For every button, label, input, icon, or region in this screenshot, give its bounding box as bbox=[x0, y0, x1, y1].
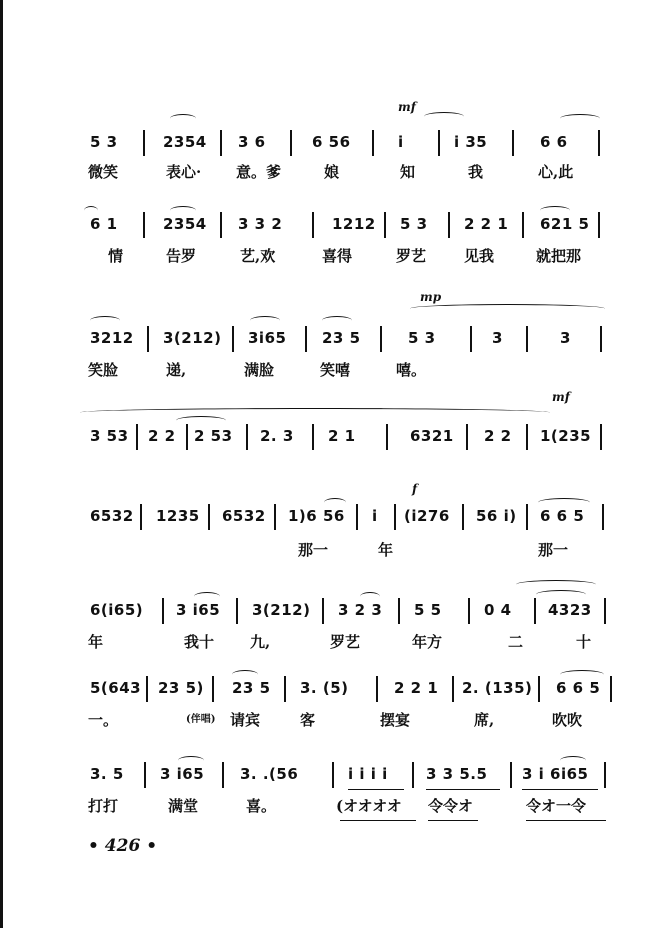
note-group: 1)6 56 bbox=[288, 507, 345, 525]
dynamic-marking: mp bbox=[420, 290, 442, 304]
underline bbox=[428, 820, 478, 821]
lyric: 那一 bbox=[298, 541, 329, 559]
note-group: 1235 bbox=[156, 507, 200, 525]
barline bbox=[452, 676, 454, 702]
barline bbox=[598, 212, 600, 238]
barline bbox=[305, 326, 307, 352]
note-group: 3 53 bbox=[90, 427, 129, 445]
lyric: 笑脸 bbox=[88, 361, 119, 379]
barline bbox=[534, 598, 536, 624]
note-group: 3. (5) bbox=[300, 679, 349, 697]
note-group: 3 bbox=[492, 329, 503, 347]
note-group: 5 3 bbox=[90, 133, 118, 151]
lyric: 客 bbox=[300, 711, 316, 729]
lyric: 嘻。 bbox=[396, 361, 427, 379]
lyric: 心,此 bbox=[538, 163, 574, 181]
barline bbox=[332, 762, 334, 788]
note-group: 3 i65 bbox=[160, 765, 205, 783]
barline bbox=[312, 212, 314, 238]
lyric: 微笑 bbox=[88, 163, 119, 181]
lyric: 打打 bbox=[88, 797, 119, 815]
note-group: i bbox=[372, 507, 378, 525]
lyric: 罗艺 bbox=[396, 247, 427, 265]
note-group: 2 2 1 bbox=[394, 679, 439, 697]
barline bbox=[598, 130, 600, 156]
note-group: 6321 bbox=[410, 427, 454, 445]
barline bbox=[604, 762, 606, 788]
barline bbox=[246, 424, 248, 450]
barline bbox=[322, 598, 324, 624]
barline bbox=[600, 326, 602, 352]
note-group: 6 1 bbox=[90, 215, 118, 233]
note-group: 621 5 bbox=[540, 215, 590, 233]
barline bbox=[466, 424, 468, 450]
barline bbox=[600, 424, 602, 450]
barline bbox=[510, 762, 512, 788]
dynamic-marking: mf bbox=[552, 390, 570, 404]
barline bbox=[232, 326, 234, 352]
note-group: 2 2 bbox=[484, 427, 512, 445]
slur bbox=[516, 580, 596, 589]
barline bbox=[538, 676, 540, 702]
note-group: 3 6 bbox=[238, 133, 266, 151]
note-group: 3 3 2 bbox=[238, 215, 283, 233]
lyric: (オオオオ bbox=[336, 797, 402, 815]
lyric: 二 bbox=[508, 633, 524, 651]
note-group: 3i65 bbox=[248, 329, 287, 347]
barline bbox=[610, 676, 612, 702]
lyric: 递, bbox=[166, 361, 187, 379]
barline bbox=[147, 326, 149, 352]
underline bbox=[426, 789, 500, 790]
underline bbox=[340, 820, 416, 821]
barline bbox=[220, 130, 222, 156]
note-group: i bbox=[398, 133, 404, 151]
note-group: 3212 bbox=[90, 329, 134, 347]
barline bbox=[522, 212, 524, 238]
note-group: 2 1 bbox=[328, 427, 356, 445]
lyric: 我 bbox=[468, 163, 484, 181]
lyric: 满脸 bbox=[244, 361, 275, 379]
note-group: 23 5 bbox=[232, 679, 271, 697]
barline bbox=[380, 326, 382, 352]
note-group: 2. 3 bbox=[260, 427, 294, 445]
lyric: 吹吹 bbox=[552, 711, 583, 729]
note-group: 0 4 bbox=[484, 601, 512, 619]
barline bbox=[143, 130, 145, 156]
note-group: 5 3 bbox=[400, 215, 428, 233]
barline bbox=[398, 598, 400, 624]
barline bbox=[604, 598, 606, 624]
lyric: 喜得 bbox=[322, 247, 353, 265]
note-group: 6 56 bbox=[312, 133, 351, 151]
barline bbox=[140, 504, 142, 530]
barline bbox=[448, 212, 450, 238]
lyric: 令令オ bbox=[428, 797, 474, 815]
note-group: 6532 bbox=[222, 507, 266, 525]
note-group: 3 i65 bbox=[176, 601, 221, 619]
barline bbox=[512, 130, 514, 156]
barline bbox=[386, 424, 388, 450]
lyric: 一。 bbox=[88, 711, 119, 729]
note-group: 2354 bbox=[163, 215, 207, 233]
barline bbox=[526, 424, 528, 450]
note-group: i i i i bbox=[348, 765, 388, 783]
barline bbox=[143, 212, 145, 238]
barline bbox=[284, 676, 286, 702]
lyric: 见我 bbox=[464, 247, 495, 265]
note-group: 3 i 6i65 bbox=[522, 765, 589, 783]
note-group: 3. 5 bbox=[90, 765, 124, 783]
slur bbox=[90, 316, 120, 325]
slur bbox=[424, 112, 464, 121]
lyric: 喜。 bbox=[246, 797, 277, 815]
dynamic-marking: mf bbox=[398, 100, 416, 114]
lyric: 年方 bbox=[412, 633, 443, 651]
barline bbox=[290, 130, 292, 156]
underline bbox=[526, 820, 606, 821]
barline bbox=[394, 504, 396, 530]
lyric: 情 bbox=[108, 247, 124, 265]
barline bbox=[236, 598, 238, 624]
note-group: 6 6 5 bbox=[556, 679, 601, 697]
barline bbox=[602, 504, 604, 530]
lyric: 十 bbox=[576, 633, 592, 651]
barline bbox=[372, 130, 374, 156]
note-group: 2 53 bbox=[194, 427, 233, 445]
barline bbox=[356, 504, 358, 530]
note-group: 3 bbox=[560, 329, 571, 347]
note-group: 6 6 5 bbox=[540, 507, 585, 525]
note-group: 3(212) bbox=[252, 601, 311, 619]
barline bbox=[376, 676, 378, 702]
lyric: 年 bbox=[378, 541, 394, 559]
barline bbox=[208, 504, 210, 530]
note-group: 5(643 bbox=[90, 679, 142, 697]
lyric: 意。爹 bbox=[236, 163, 282, 181]
slur bbox=[560, 114, 600, 123]
slur bbox=[170, 114, 196, 123]
lyric: 摆宴 bbox=[380, 711, 411, 729]
lyric: 令オ一令 bbox=[526, 797, 587, 815]
lyric: 娘 bbox=[324, 163, 340, 181]
lyric: 我十 bbox=[184, 633, 215, 651]
note-group: 2. (135) bbox=[462, 679, 533, 697]
note-group: 3 3 5.5 bbox=[426, 765, 488, 783]
lyric: 告罗 bbox=[166, 247, 197, 265]
note-group: 3 2 3 bbox=[338, 601, 383, 619]
underline bbox=[348, 789, 404, 790]
barline bbox=[212, 676, 214, 702]
note-group: 6 6 bbox=[540, 133, 568, 151]
note-group: 5 3 bbox=[408, 329, 436, 347]
lyric: 艺,欢 bbox=[240, 247, 276, 265]
note-group: 3(212) bbox=[163, 329, 222, 347]
lyric: 请宾 bbox=[230, 711, 261, 729]
note-group: 6(i65) bbox=[90, 601, 144, 619]
barline bbox=[136, 424, 138, 450]
barline bbox=[438, 130, 440, 156]
underline bbox=[522, 789, 598, 790]
barline bbox=[526, 326, 528, 352]
slur bbox=[322, 316, 352, 325]
barline bbox=[470, 326, 472, 352]
page-number: • 426 • bbox=[88, 836, 158, 856]
note-group: 56 i) bbox=[476, 507, 517, 525]
lyric: 九, bbox=[250, 633, 271, 651]
lyric: 那一 bbox=[538, 541, 569, 559]
barline bbox=[220, 212, 222, 238]
barline bbox=[468, 598, 470, 624]
note-group: 3. .(56 bbox=[240, 765, 299, 783]
barline bbox=[274, 504, 276, 530]
note-group: i 35 bbox=[454, 133, 488, 151]
lyric: 表心· bbox=[166, 163, 202, 181]
note-group: 5 5 bbox=[414, 601, 442, 619]
slur bbox=[250, 316, 280, 325]
slur bbox=[80, 408, 550, 417]
lyric: 就把那 bbox=[536, 247, 582, 265]
barline bbox=[312, 424, 314, 450]
barline bbox=[162, 598, 164, 624]
barline bbox=[146, 676, 148, 702]
lyric: 笑嘻 bbox=[320, 361, 351, 379]
barline bbox=[412, 762, 414, 788]
lyric: 罗艺 bbox=[330, 633, 361, 651]
barline bbox=[222, 762, 224, 788]
lyric: 年 bbox=[88, 633, 104, 651]
barline bbox=[384, 212, 386, 238]
note-group: 4323 bbox=[548, 601, 592, 619]
note-group: 2 2 1 bbox=[464, 215, 509, 233]
note-group: (i276 bbox=[404, 507, 450, 525]
note-group: 23 5 bbox=[322, 329, 361, 347]
note-group: 23 5) bbox=[158, 679, 204, 697]
barline bbox=[526, 504, 528, 530]
slur bbox=[410, 304, 605, 313]
dynamic-marking: f bbox=[412, 482, 418, 496]
barline bbox=[462, 504, 464, 530]
note-group: 1(235 bbox=[540, 427, 592, 445]
barline bbox=[144, 762, 146, 788]
lyric: 知 bbox=[400, 163, 416, 181]
note-group: 1212 bbox=[332, 215, 376, 233]
note-group: 2354 bbox=[163, 133, 207, 151]
lyric: 满堂 bbox=[168, 797, 199, 815]
barline bbox=[186, 424, 188, 450]
note-group: 6532 bbox=[90, 507, 134, 525]
note-group: 2 2 bbox=[148, 427, 176, 445]
lyric: 席, bbox=[474, 711, 495, 729]
lyric: (伴唱) bbox=[186, 714, 216, 725]
